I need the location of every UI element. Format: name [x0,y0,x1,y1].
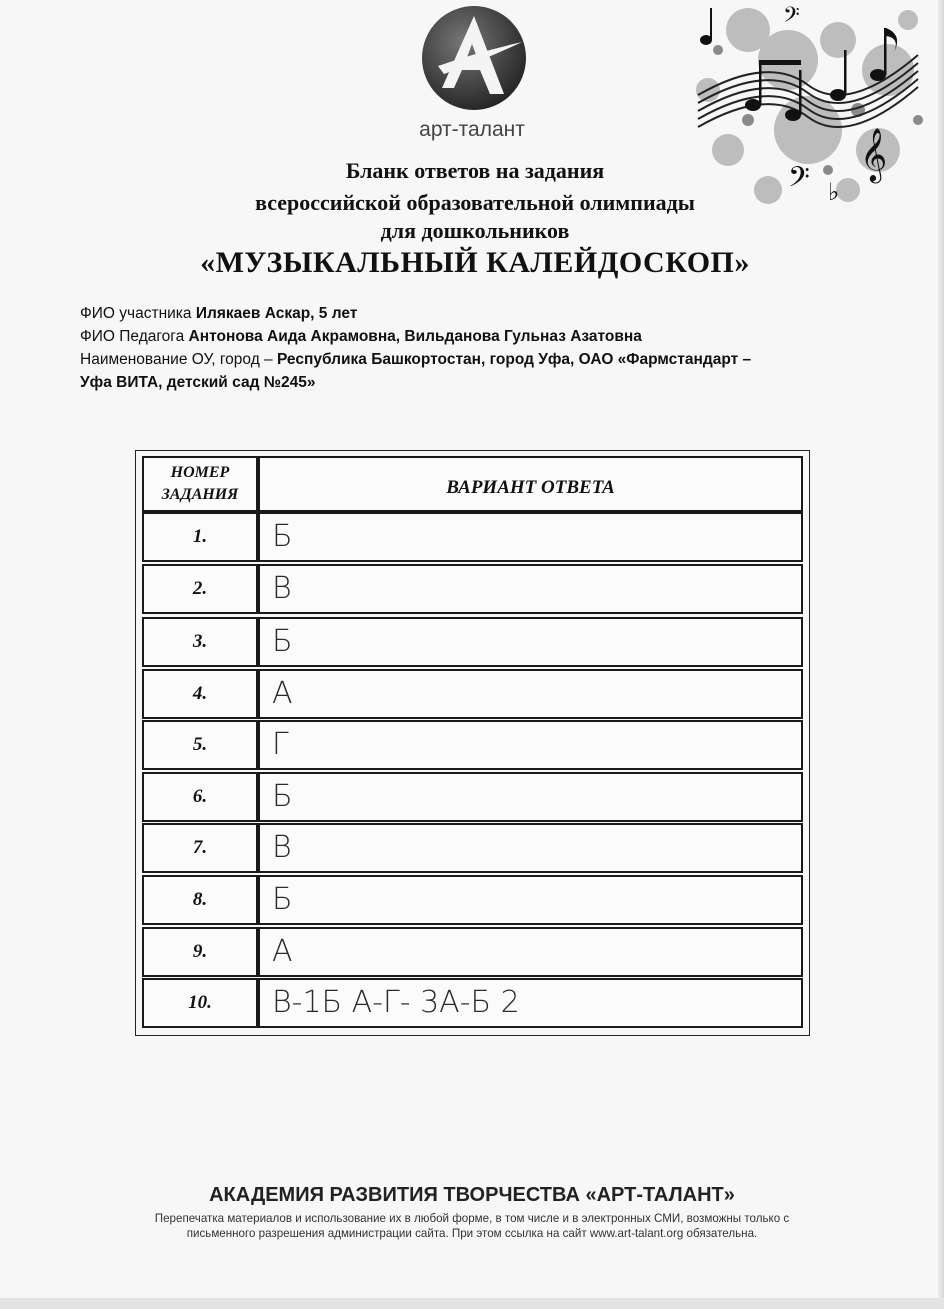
teacher-line [80,327,880,347]
answer-cell: Б [258,617,803,667]
participant-label: ФИО участника [80,305,196,322]
copyright-notice [105,1211,839,1241]
teacher-label: ФИО Педагога [80,328,189,345]
answer-cell: А [258,669,803,719]
task-number-cell: 2. [142,564,258,614]
task-number-cell: 3. [142,617,258,667]
task-number-cell: 4. [142,669,258,719]
task-number-cell: 5. [142,720,258,770]
logo-caption: арт-талант [419,118,525,141]
svg-text:𝄢: 𝄢 [788,161,810,201]
participant-value: Илякаев Аскар, 5 лет [195,305,358,322]
task-number-cell: 10. [142,978,258,1028]
header-answer-variant: ВАРИАНТ ОТВЕТА [258,456,803,512]
answer-cell: Б [258,512,803,562]
organization-label: Наименование ОУ, город – [80,351,277,368]
form-title-line-3: для дошкольников [380,218,570,243]
answer-cell: Б [258,875,803,925]
task-number-cell: 8. [142,875,258,925]
answer-cell: Г [258,720,803,770]
task-number-cell: 1. [142,512,258,562]
page-edge [938,0,944,1309]
answers-table [135,450,810,1036]
answer-cell: Б [258,772,803,822]
task-number-cell: 7. [142,823,258,873]
organization-line [80,350,880,370]
organization-line-2 [80,373,880,393]
task-number-cell: 9. [142,927,258,977]
copyright-notice-line-2: письменного разрешения администрации сайта. При этом ссылка на сайт www.art-talant.org обязательна. [186,1227,758,1240]
task-number-cell: 6. [142,772,258,822]
art-talant-logo-icon [418,2,530,114]
organization-value-2: Уфа ВИТА, детский сад №245» [80,374,316,391]
answer-cell: А [258,927,803,977]
scan-bottom-strip [0,1298,944,1309]
answer-cell: В [258,564,803,614]
academy-name: АКАДЕМИЯ РАЗВИТИЯ ТВОРЧЕСТВА «АРТ-ТАЛАНТ» [209,1184,735,1206]
form-title-line-1: Бланк ответов на задания [345,158,605,183]
organization-value-1: Республика Башкортостан, город Уфа, ОАО «Фармстандарт – [276,351,752,368]
participant-line [80,304,880,324]
header-task-number-line-2: ЗАДАНИЯ [161,486,239,503]
answer-cell: В [258,823,803,873]
header-task-number [142,456,258,512]
svg-text:𝄞: 𝄞 [860,127,888,181]
answer-cell: В-1Б А-Г- 3А-Б 2 [258,978,803,1028]
header-task-number-line-1: НОМЕР [170,464,230,481]
form-title-line-2: всероссийской образовательной олимпиады [255,190,695,215]
copyright-notice-line-1: Перепечатка материалов и использование их в любой форме, в том числе и в электронных СМИ, возможны только с [154,1212,790,1225]
teacher-value: Антонова Аида Акрамовна, Вильданова Гульназ Азатовна [188,328,642,345]
olympiad-name: «МУЗЫКАЛЬНЫЙ КАЛЕЙДОСКОП» [200,246,750,279]
svg-text:𝄢: 𝄢 [783,3,800,33]
svg-text:♭: ♭ [828,178,840,206]
